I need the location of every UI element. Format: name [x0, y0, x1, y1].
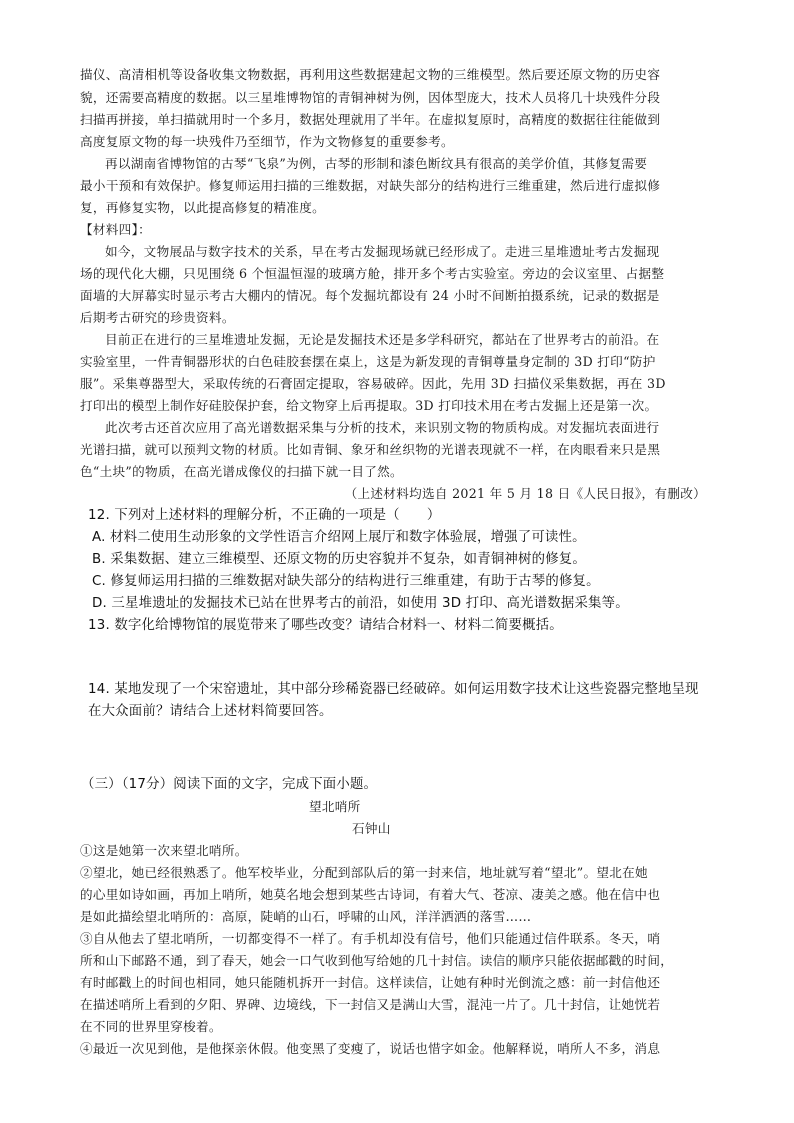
story-title: 望北哨所: [309, 799, 361, 814]
passage-line: 此次考古还首次应用了高光谱数据采集与分析的技术，来识别文物的物质构成。对发掘坑表面进行: [105, 420, 660, 435]
story-line: ②望北，她已经很熟悉了。他军校毕业，分配到部队后的第一封来信，地址就写着“望北”。望北在她: [80, 865, 648, 880]
passage-line: 色“土块”的物质，在高光谱成像仪的扫描下就一目了然。: [80, 464, 403, 479]
passage-line: 实验室里，一件青铜器形状的白色硅胶套摆在桌上，这是为新发现的青铜尊量身定制的 3D 打印“防护: [80, 354, 656, 369]
passage-line: 打印出的模型上制作好硅胶保护套，给文物穿上后再提取。3D 打印技术用在考古发掘上还是第一次。: [80, 398, 658, 413]
passage-line: 貌，还需要高精度的数据。以三星堆博物馆的青铜神树为例，因体型庞大，技术人员将几十块残件分段: [80, 90, 661, 105]
question-14-line-1: 14. 某地发现了一个宋窑遗址，其中部分珍稀瓷器已经破碎。如何运用数字技术让这些瓷器完整地呈现: [88, 682, 699, 697]
passage-line: 高度复原文物的每一块残件乃至细节，作为文物修复的重要参考。: [80, 134, 454, 149]
passage-line: 面墙的大屏幕实时显示考古大棚内的情况。每个发掘坑都设有 24 小时不间断拍摄系统，记录的数据是: [80, 288, 660, 303]
story-line: 所和山下邮路不通，到了春天，她会一口气收到他写给她的几十封信。读信的顺序只能依据邮戳的时间，: [80, 953, 674, 968]
passage-line: 最小干预和有效保护。修复师运用扫描的三维数据，对缺失部分的结构进行三维重建，然后进行虚拟修: [80, 178, 661, 193]
story-author: 石钟山: [352, 821, 391, 836]
story-line: 有时邮戳上的时间也相同，她只能随机拆开一封信。这样读信，让她有种时光倒流之感：前一封信他还: [80, 975, 661, 990]
story-line: 在不同的世界里穿梭着。: [80, 1019, 222, 1034]
passage-line: 目前正在进行的三星堆遗址发掘，无论是发掘技术还是多学科研究，都站在了世界考古的前沿。在: [105, 332, 660, 347]
question-12-option-a: A. 材料二使用生动形象的文学性语言介绍网上展厅和数字体验展，增强了可读性。: [92, 530, 586, 545]
question-12-option-d: D. 三星堆遗址的发掘技术已站在世界考古的前沿，如使用 3D 打印、高光谱数据采集等。: [92, 596, 629, 611]
passage-line: 扫描再拼接，单扫描就用时一个多月，数据处理就用了半年。在虚拟复原时，高精度的数据往往能做到: [80, 112, 661, 127]
story-line: ①这是她第一次来望北哨所。: [80, 843, 248, 858]
story-line: 在描述哨所上看到的夕阳、界碑、边境线，下一封信又是满山大雪，混沌一片了。几十封信，让她恍若: [80, 997, 661, 1012]
question-12-option-b: B. 采集数据、建立三维模型、还原文物的历史容貌并不复杂，如青铜神树的修复。: [92, 552, 586, 567]
story-line: 的心里如诗如画，再加上哨所，她莫名地会想到某些古诗词，有着大气、苍凉、凄美之感。他在信中也: [80, 887, 661, 902]
passage-line: 场的现代化大棚，只见围绕 6 个恒温恒湿的玻璃方舱，排开多个考古实验室。旁边的会议室里、占据整: [80, 266, 665, 281]
material-four-label: 【材料四】：: [80, 222, 152, 237]
passage-line: 如今，文物展品与数字技术的关系，早在考古发掘现场就已经形成了。走进三星堆遗址考古发掘现: [105, 244, 660, 259]
passage-line: 服”。采集尊器型大，采取传统的石膏固定提取，容易破碎。因此，先用 3D 扫描仪采集数据，再在 3D: [80, 376, 666, 391]
section-3-heading: （三）（17分）阅读下面的文字，完成下面小题。: [81, 777, 378, 792]
passage-line: 描仪、高清相机等设备收集文物数据，再利用这些数据建起文物的三维模型。然后要还原文物的历史容: [80, 67, 661, 82]
story-line: ③自从他去了望北哨所，一切都变得不一样了。有手机却没有信号，他们只能通过信件联系。冬天，哨: [80, 931, 661, 946]
story-line: ④最近一次见到他，是他探亲休假。他变黑了变瘦了，说话也惜字如金。他解释说，哨所人不多，消息: [80, 1041, 661, 1056]
question-12-stem: 12. 下列对上述材料的理解分析，不正确的一项是（ ）: [88, 508, 441, 523]
story-line: 是如此描绘望北哨所的：高原，陡峭的山石，呼啸的山风，洋洋洒洒的落雪……: [80, 909, 532, 924]
question-14-line-2: 在大众面前？请结合上述材料简要回答。: [88, 704, 333, 719]
question-12-option-c: C. 修复师运用扫描的三维数据对缺失部分的结构进行三维重建，有助于古琴的修复。: [92, 574, 600, 589]
passage-line: 光谱扫描，就可以预判文物的材质。比如青铜、象牙和丝织物的光谱表现就不一样，在肉眼看来只是黑: [80, 442, 661, 457]
passage-line: 复，再修复实物，以此提高修复的精准度。: [80, 200, 325, 215]
passage-line: 再以湖南省博物馆的古琴“飞泉”为例，古琴的形制和漆色断纹具有很高的美学价值，其修复需要: [105, 156, 648, 171]
passage-line: 后期考古研究的珍贵资料。: [80, 310, 235, 325]
question-13: 13. 数字化给博物馆的展览带来了哪些改变？请结合材料一、材料二简要概括。: [88, 618, 563, 633]
source-citation: （上述材料均选自 2021 年 5 月 18 日《人民日报》，有删改）: [344, 486, 706, 501]
